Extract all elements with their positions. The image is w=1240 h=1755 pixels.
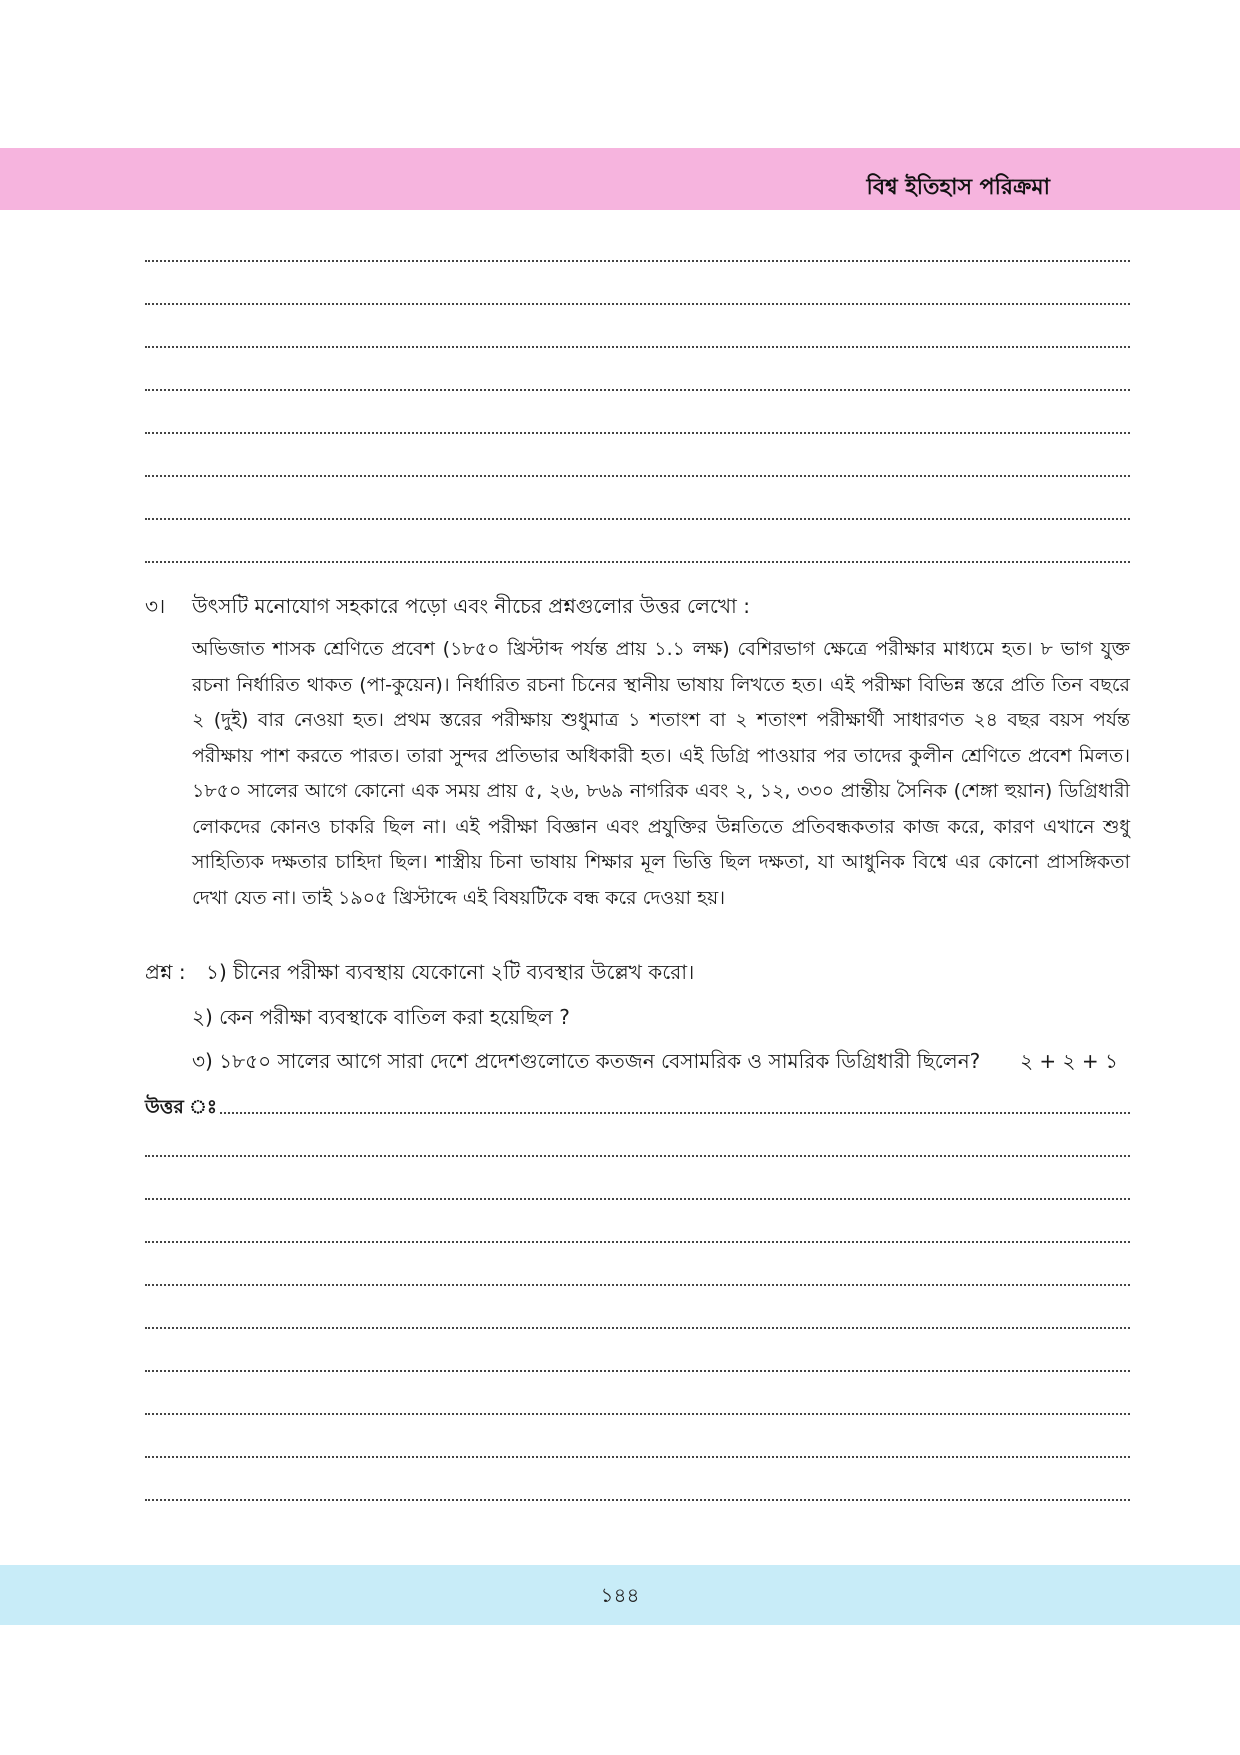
answer-line[interactable] <box>145 346 1130 348</box>
book-title: বিশ্ব ইতিহাস পরিক্রমা <box>866 175 1050 200</box>
sub-questions-label: প্রশ্ন : <box>145 960 186 984</box>
answer-line[interactable] <box>145 1327 1130 1329</box>
sub-question-1: ১) চীনের পরীক্ষা ব্যবস্থায় যেকোনো ২টি ব্যবস্থার উল্লেখ করো। <box>206 960 695 984</box>
answer-line[interactable] <box>145 475 1130 477</box>
answer-line[interactable] <box>145 1155 1130 1157</box>
answer-line[interactable] <box>145 1241 1130 1243</box>
answer-line[interactable] <box>145 1413 1130 1415</box>
answer-label: উত্তর ঃ <box>145 1093 219 1125</box>
marks-distribution: ২ + ২ + ১ <box>1020 1049 1118 1073</box>
answer-line[interactable] <box>145 1112 1130 1114</box>
answer-line[interactable] <box>145 432 1130 434</box>
answer-line[interactable] <box>145 260 1130 262</box>
answer-line[interactable] <box>145 1499 1130 1501</box>
page-number: ১৪৪ <box>600 1583 640 1607</box>
question-number: ৩। <box>145 594 166 618</box>
header-band <box>0 148 1240 210</box>
answer-line[interactable] <box>145 518 1130 520</box>
answer-line[interactable] <box>145 1198 1130 1200</box>
question-instruction: উৎসটি মনোযোগ সহকারে পড়ো এবং নীচের প্রশ্নগুলোর উত্তর লেখো : <box>192 594 750 618</box>
answer-line[interactable] <box>145 1370 1130 1372</box>
answer-line[interactable] <box>145 1456 1130 1458</box>
sub-question-3: ৩) ১৮৫০ সালের আগে সারা দেশে প্রদেশগুলোতে কতজন বেসামরিক ও সামরিক ডিগ্রিধারী ছিলেন? <box>192 1049 981 1073</box>
answer-line[interactable] <box>145 1284 1130 1286</box>
answer-line[interactable] <box>145 303 1130 305</box>
answer-line[interactable] <box>145 561 1130 563</box>
sub-question-2: ২) কেন পরীক্ষা ব্যবস্থাকে বাতিল করা হয়েছিল ? <box>192 1005 570 1029</box>
answer-line[interactable] <box>145 389 1130 391</box>
source-passage: অভিজাত শাসক শ্রেণিতে প্রবেশ (১৮৫০ খ্রিস্টাব্দ পর্যন্ত প্রায় ১.১ লক্ষ) বেশিরভাগ ক্ষেত্রে পরীক্ষার মাধ্যমে হত। ৮ ভাগ যুক্ত রচনা নির্ধারিত থাকত (পা-কুয়েন)। নির্ধারিত রচনা চিনের স্থানীয় ভাষায় লিখতে হত। এই পরীক্ষা বিভিন্ন স্তরে প্রতি তিন বছরে ২ (দুই) বার নেওয়া হত। প্রথম স্তরের পরীক্ষায় শুধুমাত্র ১ শতাংশ বা ২ শতাংশ পরীক্ষার্থী সাধারণত ২৪ বছর বয়স পর্যন্ত পরীক্ষায় পাশ করতে পারত। তারা সুন্দর প্রতিভার অধিকারী হত। এই ডিগ্রি পাওয়ার পর তাদের কুলীন শ্রেণিতে প্রবেশ মিলত। ১৮৫০ সালের আগে কোনো এক সময় প্রায় ৫, ২৬, ৮৬৯ নাগরিক এবং ২, ১২, ৩৩০ প্রান্তীয় সৈনিক (শেঙ্গা হুয়ান) ডিগ্রিধারী লোকদের কোনও চাকরি ছিল না। এই পরীক্ষা বিজ্ঞান এবং প্রযুক্তির উন্নতিতে প্রতিবন্ধকতার কাজ করে, কারণ এখানে শুধু সাহিত্যিক দক্ষতার চাহিদা ছিল। শাস্ত্রীয় চিনা ভাষায় শিক্ষার মূল ভিত্তি ছিল দক্ষতা, যা আধুনিক বিশ্বে এর কোনো প্রাসঙ্গিকতা দেখা যেত না। তাই ১৯০৫ খ্রিস্টাব্দে এই বিষয়টিকে বন্ধ করে দেওয়া হয়। <box>192 638 1130 909</box>
